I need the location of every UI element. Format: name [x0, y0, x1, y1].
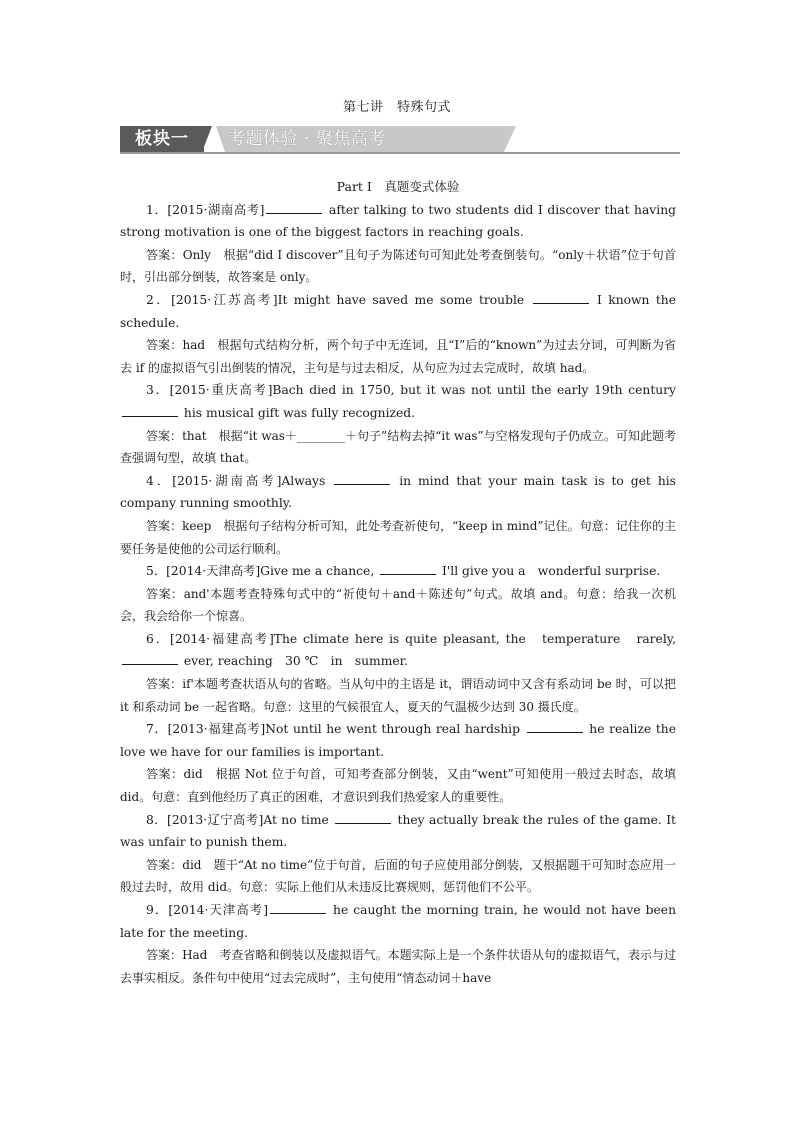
- question-text-before-blank: At no time: [263, 812, 334, 827]
- question-item: [120, 470, 676, 515]
- question-source: [2013·辽宁高考]: [167, 812, 264, 827]
- answer-blank: [380, 561, 436, 575]
- question-source: [2015·江苏高考]: [171, 292, 278, 307]
- answer-text: had 根据句式结构分析，两个句子中无连词，且“I”后的“known”为过去分词，可判断为省去 if 的虚拟语气引出倒装的情况，主句是与过去相反，从句应为过去完成时，故填 had。: [120, 338, 676, 375]
- question-text-before-blank: Always: [281, 473, 333, 488]
- question-source: [2014·天津高考]: [168, 903, 268, 917]
- question-text-before-blank: Give me a chance,: [260, 564, 379, 579]
- answer-explanation: [120, 244, 676, 289]
- question-text-after-blank: he caught the morning train, he would not have been late for the meeting.: [120, 903, 676, 940]
- question-source: [2015·湖南高考]: [172, 473, 282, 488]
- question-source: [2014·福建高考]: [170, 631, 274, 646]
- banner-rule: [120, 152, 680, 154]
- banner-badge: 板块一: [120, 126, 204, 152]
- question-number: 5．: [146, 564, 167, 579]
- question-item: [120, 718, 676, 763]
- answer-explanation: [120, 425, 676, 470]
- answer-blank: [335, 810, 391, 824]
- question-number: 2．: [146, 292, 172, 307]
- question-number: 7．: [146, 722, 168, 737]
- answer-text: did 题干“At no time”位于句首，后面的句子应使用部分倒装，又根据题干可知时态应用一般过去时，故用 did。句意：实际上他们从未违反比赛规则，惩罚他们不公平。: [120, 857, 676, 895]
- question-number: 8．: [146, 812, 168, 827]
- answer-label: 答案：: [146, 767, 184, 782]
- question-number: 9．: [146, 903, 169, 917]
- answer-label: 答案：: [146, 428, 183, 443]
- answer-blank: [122, 403, 178, 417]
- answer-label: 答案：: [146, 948, 183, 963]
- question-number: 4．: [146, 473, 173, 488]
- question-item: [120, 628, 676, 673]
- banner-slash: [202, 126, 212, 152]
- question-text-after-blank: he realize the love we have for our families is important.: [120, 722, 677, 759]
- question-source: [2013·福建高考]: [167, 722, 266, 737]
- question-item: [120, 560, 676, 583]
- question-item: [120, 289, 676, 334]
- answer-blank: [533, 290, 589, 304]
- question-source: [2015·重庆高考]: [169, 383, 273, 398]
- answer-explanation: [120, 854, 676, 899]
- question-text-before-blank: Bach died in 1750, but it was not until the early 19th century: [272, 383, 677, 398]
- question-text-after-blank: after talking to two students did I discover that having strong motivation is one of the biggest factors in reaching goals.: [120, 202, 676, 240]
- answer-explanation: [120, 944, 676, 989]
- section-title: Part Ⅰ 真题变式体验: [336, 179, 460, 194]
- answer-explanation: [120, 673, 676, 718]
- page-title: 第七讲 特殊句式: [342, 100, 451, 115]
- section-banner: [120, 126, 680, 154]
- answer-explanation: [120, 583, 676, 628]
- question-item: [120, 899, 676, 944]
- question-text-after-blank: ever, reaching 30 ℃ in summer.: [180, 654, 409, 669]
- banner-title: 考题体验 · 聚焦高考: [228, 129, 386, 149]
- question-number: 1．: [146, 202, 168, 217]
- answer-text: and'本题考查特殊句式中的“祈使句＋and＋陈述句”句式。故填 and。句意：给我一次机会，我会给你一个惊喜。: [120, 586, 676, 624]
- answer-text: keep 根据句子结构分析可知，此处考查祈使句，“keep in mind”记住。句意：记住你的主要任务是使他的公司运行顺利。: [120, 518, 676, 556]
- question-list: [120, 199, 676, 990]
- question-source: [2014·天津高考]: [166, 564, 261, 579]
- question-number: 6．: [146, 631, 171, 646]
- answer-label: 答案：: [146, 857, 183, 872]
- answer-text: Had 考查省略和倒装以及虚拟语气。本题实际上是一个条件状语从句的虚拟语气，表示与过去事实相反。条件句中使用“过去完成时”，主句使用“情态动词＋have: [120, 948, 676, 985]
- question-text-after-blank: they actually break the rules of the game. It was unfair to punish them.: [120, 812, 676, 850]
- answer-label: 答案：: [146, 518, 183, 533]
- answer-explanation: [120, 763, 676, 808]
- answer-label: 答案：: [146, 586, 184, 601]
- answer-label: 答案：: [146, 677, 183, 692]
- question-text-before-blank: It might have saved me some trouble: [277, 292, 531, 307]
- exercise-content: [120, 176, 676, 989]
- question-item: [120, 379, 676, 424]
- question-text-after-blank: I'll give you a wonderful surprise.: [438, 564, 661, 579]
- answer-explanation: [120, 334, 676, 379]
- answer-blank: [334, 471, 390, 485]
- question-text-after-blank: his musical gift was fully recognized.: [180, 405, 416, 420]
- question-number: 3．: [146, 383, 170, 398]
- question-text-before-blank: Not until he went through real hardship: [265, 722, 525, 737]
- answer-blank: [266, 200, 322, 214]
- answer-blank: [527, 719, 583, 733]
- question-text-before-blank: The climate here is quite pleasant, the temperature rarely,: [273, 631, 676, 646]
- answer-text: did 根据 Not 位于句首，可知考查部分倒装，又由“went”可知使用一般过去时态，故填 did。句意：直到他经历了真正的困难，才意识到我们热爱家人的重要性。: [120, 767, 676, 805]
- answer-blank: [270, 900, 326, 914]
- question-item: [120, 199, 676, 244]
- answer-text: if'本题考查状语从句的省略。当从句中的主语是 it，谓语动词中又含有系动词 be 时，可以把 it 和系动词 be 一起省略。句意：这里的气候很宜人，夏天的气温极少达到 30 摄氏度。: [120, 677, 676, 714]
- answer-label: 答案：: [146, 338, 183, 353]
- answer-explanation: [120, 515, 676, 560]
- question-text-after-blank: in mind that your main task is to get his company running smoothly.: [120, 473, 676, 511]
- answer-text: Only 根据“did I discover”且句子为陈述句可知此处考查倒装句。“only＋状语”位于句首时，引出部分倒装，故答案是 only。: [120, 247, 676, 285]
- answer-label: 答案：: [146, 247, 183, 262]
- answer-text: that 根据“it was＋________＋句子”结构去掉“it was”与空格发现句子仍成立。可知此题考查强调句型，故填 that。: [120, 428, 676, 466]
- question-text-after-blank: I known the schedule.: [120, 292, 677, 330]
- question-item: [120, 809, 676, 854]
- question-source: [2015·湖南高考]: [167, 202, 265, 217]
- answer-blank: [122, 651, 178, 665]
